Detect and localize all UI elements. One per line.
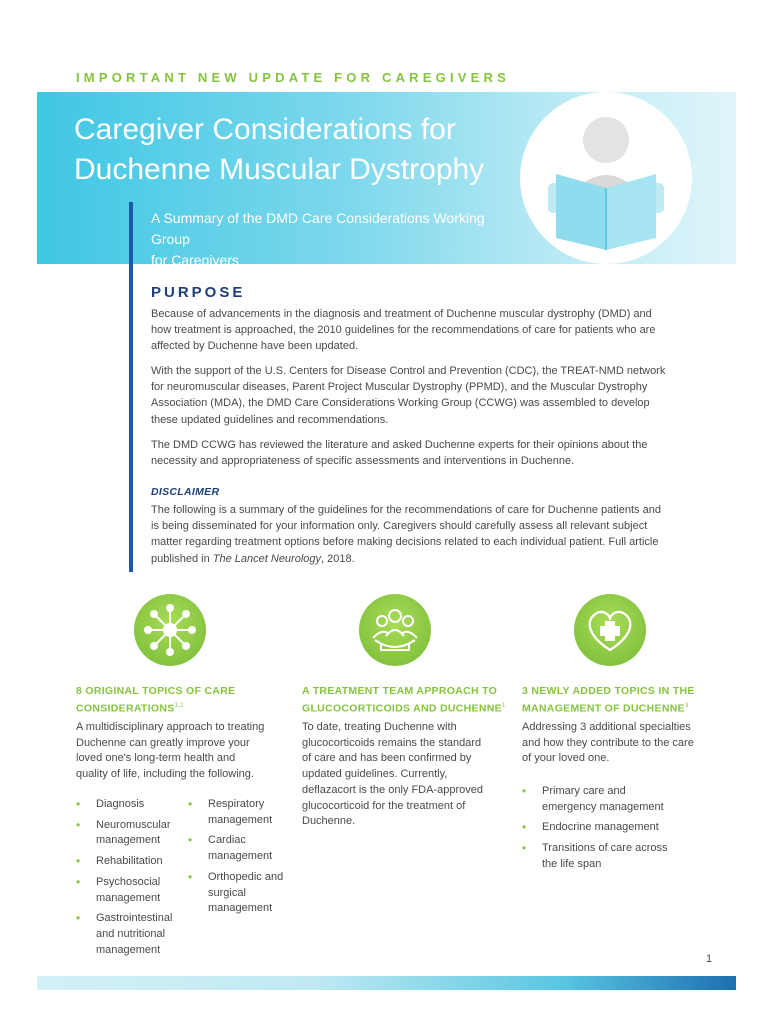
network-hub-icon xyxy=(134,594,206,666)
column-1-list-b xyxy=(188,797,288,922)
list-item: • Primary care and emergency management xyxy=(522,784,682,815)
list-item: • Transitions of care across the life span xyxy=(522,841,682,872)
page-number: 1 xyxy=(706,953,713,965)
list-item: • Orthopedic and surgical management xyxy=(188,870,288,917)
footer-bar xyxy=(37,976,736,990)
disclaimer-paragraph xyxy=(151,502,666,567)
purpose-heading: PURPOSE xyxy=(151,284,246,301)
column-2-text: To date, treating Duchenne with glucocorticoids remains the standard of care and has been confirmed by updated guidelines. Currently, deflazacort is the only FDA-approved glucocorticoid for the treatment of Duchenne. xyxy=(302,721,483,828)
list-item: • Endocrine management xyxy=(522,820,682,836)
title-line-2: Duchenne Muscular Dystrophy xyxy=(74,153,485,186)
column-3-heading-line-2 xyxy=(522,699,722,717)
column-3-list xyxy=(522,784,682,878)
column-1-list-a xyxy=(76,797,186,963)
disclaimer-text-end: , 2018. xyxy=(321,552,355,565)
topics-icon-circle xyxy=(134,594,206,666)
column-2-heading-text: GLUCOCORTICOIDS AND DUCHENNE xyxy=(302,702,502,715)
column-2-heading-line-2 xyxy=(302,699,522,717)
disclaimer-heading: DISCLAIMER xyxy=(151,486,220,498)
purpose-paragraph-1: Because of advancements in the diagnosis and treatment of Duchenne muscular dystrophy (DMD) and how treatment is approached, the 2010 guidelines for the recommendations of care for patients who are affected by Duchenne have been updated. xyxy=(151,308,656,353)
column-2-heading-ref: 1 xyxy=(501,703,506,709)
team-group-icon xyxy=(359,594,431,666)
column-3-heading-ref: 3 xyxy=(684,703,689,709)
column-1-text: A multidisciplinary approach to treating Duchenne can greatly improve your loved one's long-term health and quality of life, including the following. xyxy=(76,721,265,781)
disclaimer-journal: The Lancet Neurology xyxy=(212,552,322,565)
page-subtitle xyxy=(151,208,511,271)
list-item: • Respiratory management xyxy=(188,797,288,828)
list-item: • Rehabilitation xyxy=(76,854,186,870)
column-2-heading xyxy=(302,684,522,717)
list-item: • Cardiac management xyxy=(188,833,288,864)
page-title xyxy=(74,110,534,190)
column-2-heading-line-1: A TREATMENT TEAM APPROACH TO xyxy=(302,685,498,697)
column-3-heading xyxy=(522,684,722,717)
list-item: • Neuromuscular management xyxy=(76,818,186,849)
title-line-1: Caregiver Considerations for xyxy=(74,113,456,146)
disclaimer-text: The following is a summary of the guidelines for the recommendations of care for Duchenne patients and is being disseminated for your information only. Caregivers should carefully assess all relevant subject matter regarding treatment options before making decisions related to each individual patient. Full article published in xyxy=(151,504,661,565)
column-1-heading-ref: 1,2 xyxy=(174,703,184,709)
list-item: • Diagnosis xyxy=(76,797,186,813)
column-1-heading-line-2 xyxy=(76,699,286,717)
column-1-heading-line-1: 8 ORIGINAL TOPICS OF CARE xyxy=(76,685,236,697)
purpose-paragraph-3: The DMD CCWG has reviewed the literature and asked Duchenne experts for their opinions about the necessity and appropriateness of specific assessments and interventions in Duchenne. xyxy=(151,439,648,468)
column-3-heading-line-1: 3 NEWLY ADDED TOPICS IN THE xyxy=(522,685,695,697)
accent-vertical-bar xyxy=(129,202,133,572)
subtitle-line-2: for Caregivers xyxy=(151,252,239,268)
list-item: • Psychosocial management xyxy=(76,875,186,906)
column-1-heading-text: CONSIDERATIONS xyxy=(76,702,175,715)
column-3-text: Addressing 3 additional specialties and how they contribute to the care of your loved one. xyxy=(522,721,694,765)
avatar-illustration xyxy=(520,92,692,264)
purpose-paragraph-2: With the support of the U.S. Centers for Disease Control and Prevention (CDC), the TREAT-NMD network for neuromuscular diseases, Parent Project Muscular Dystrophy (PPMD), and the Muscular Dystrophy Association (MDA), the DMD Care Considerations Working Group (CCWG) was assembled to develop these updated guidelines and recommendations. xyxy=(151,365,666,426)
topics-new-icon-circle xyxy=(574,594,646,666)
subtitle-line-1: A Summary of the DMD Care Considerations Working Group xyxy=(151,210,485,247)
team-icon-circle xyxy=(359,594,431,666)
column-1-heading xyxy=(76,684,286,717)
column-3-heading-text: MANAGEMENT OF DUCHENNE xyxy=(522,702,685,715)
kicker-text: IMPORTANT NEW UPDATE FOR CAREGIVERS xyxy=(76,70,510,85)
heart-medical-cross-icon xyxy=(574,594,646,666)
list-item: • Gastrointestinal and nutritional management xyxy=(76,911,186,958)
reader-with-book-icon xyxy=(520,92,692,264)
